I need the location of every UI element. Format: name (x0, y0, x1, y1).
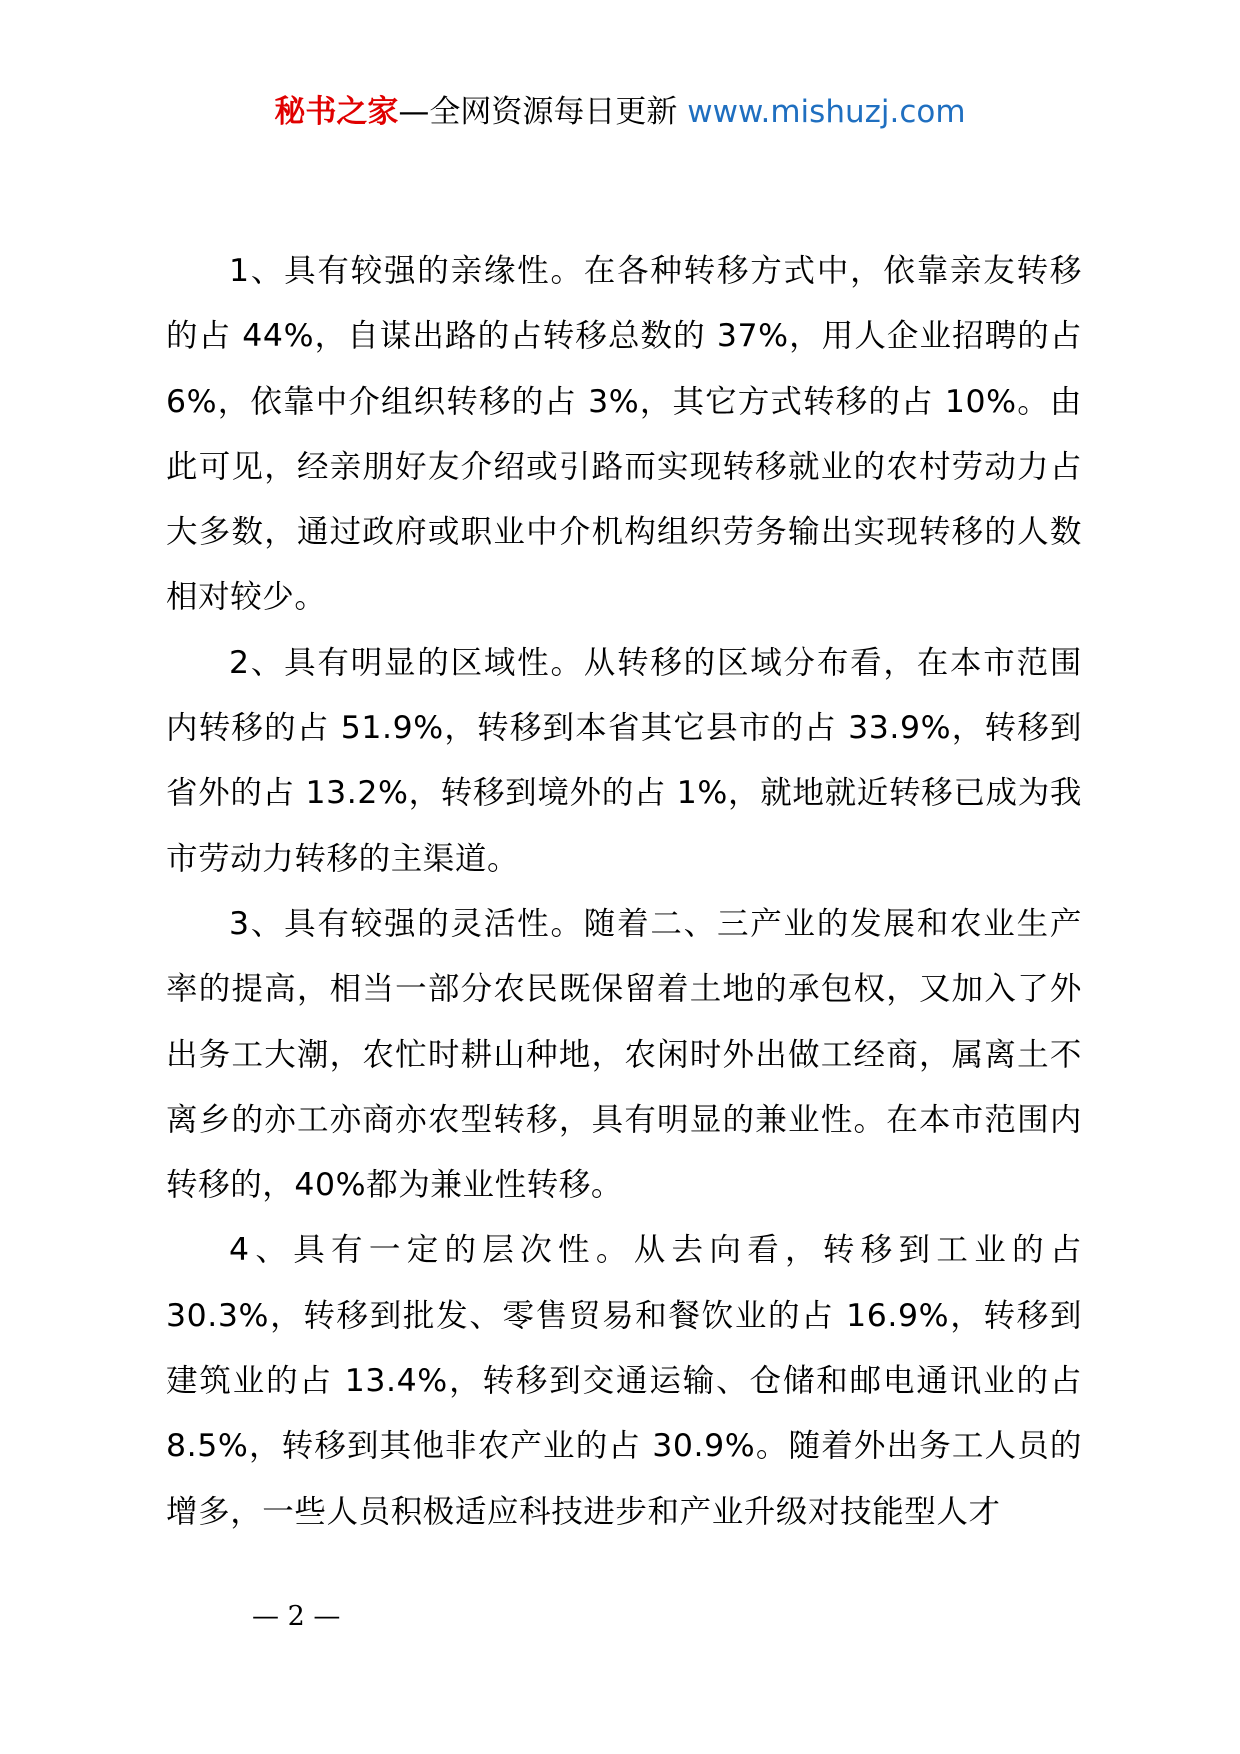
brand-name: 秘书之家 (274, 94, 399, 130)
paragraph-flexibility: 3、具有较强的灵活性。随着二、三产业的发展和农业生产率的提高，相当一部分农民既保留着土地的承包权，又加入了外出务工大潮，农忙时耕山种地，农闲时外出做工经商，属离土不离乡的亦工亦商亦农型转移，具有明显的兼业性。在本市范围内转移的，40%都为兼业性转移。 (166, 905, 1082, 1204)
page-number: — 2 — (252, 1601, 341, 1632)
site-url-link[interactable]: www.mishuzj.com (687, 94, 966, 130)
document-body (166, 239, 1082, 1545)
paragraph-regional: 2、具有明显的区域性。从转移的区域分布看，在本市范围内转移的占 51.9%，转移到本省其它县市的占 33.9%，转移到省外的占 13.2%，转移到境外的占 1%，就地就近转移已成为我市劳动力转移的主渠道。 (166, 644, 1082, 877)
page-header (0, 92, 1240, 132)
header-tagline: —全网资源每日更新 (398, 94, 678, 130)
paragraph-hierarchy: 4、具有一定的层次性。从去向看，转移到工业的占 30.3%，转移到批发、零售贸易和餐饮业的占 16.9%，转移到建筑业的占 13.4%，转移到交通运输、仓储和邮电通讯业的占 8.5%，转移到其他非农产业的占 30.9%。随着外出务工人员的增多，一些人员积极适应科技进步和产业升级对技能型人才 (166, 1232, 1082, 1530)
paragraph-kinship: 1、具有较强的亲缘性。在各种转移方式中，依靠亲友转移的占 44%，自谋出路的占转移总数的 37%，用人企业招聘的占 6%，依靠中介组织转移的占 3%，其它方式转移的占 10%。由此可见，经亲朋好友介绍或引路而实现转移就业的农村劳动力占大多数，通过政府或职业中介机构组织劳务输出实现转移的人数相对较少。 (166, 253, 1082, 616)
